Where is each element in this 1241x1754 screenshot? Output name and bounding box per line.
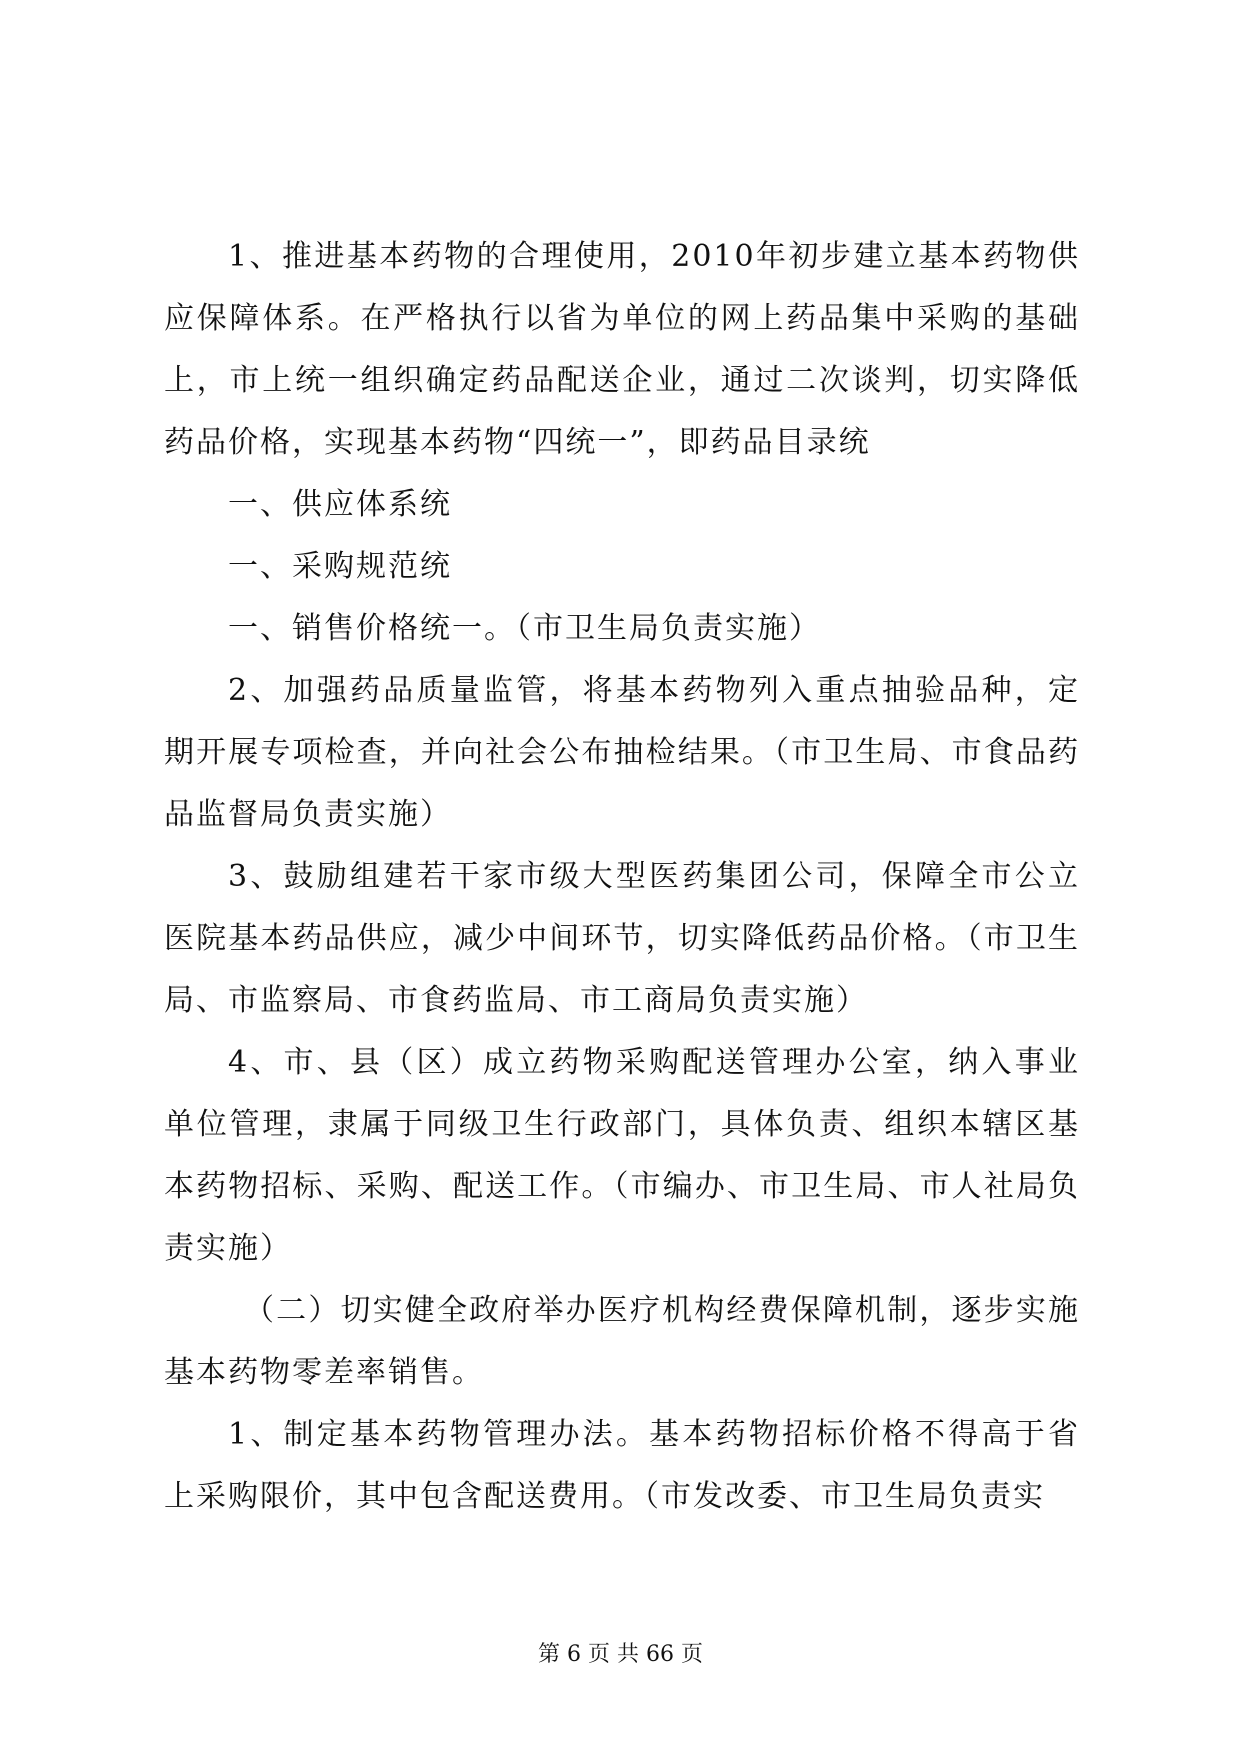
paragraph-sales-price: 一、销售价格统一。（市卫生局负责实施） <box>228 611 821 646</box>
page-footer: 第 6 页 共 66 页 <box>538 1642 703 1667</box>
paragraph-procurement: 一、采购规范统 <box>228 549 452 584</box>
paragraph-item-2: 2、加强药品质量监管，将基本药物列入重点抽验品种，定期开展专项检查，并向社会公布抽检结果。（市卫生局、市食品药品监督局负责实施） <box>164 673 1080 832</box>
paragraph-item-1b: 1、制定基本药物管理办法。基本药物招标价格不得高于省上采购限价，其中包含配送费用。（市发改委、市卫生局负责实 <box>164 1417 1080 1514</box>
paragraph-item-4: 4、市、县（区）成立药物采购配送管理办公室，纳入事业单位管理，隶属于同级卫生行政部门，具体负责、组织本辖区基本药物招标、采购、配送工作。（市编办、市卫生局、市人社局负责实施） <box>164 1045 1080 1266</box>
paragraph-item-1: 1、推进基本药物的合理使用，2010年初步建立基本药物供应保障体系。在严格执行以省为单位的网上药品集中采购的基础上，市上统一组织确定药品配送企业，通过二次谈判，切实降低药品价格，实现基本药物“四统一”，即药品目录统 <box>164 239 1080 460</box>
paragraph-supply-system: 一、供应体系统 <box>228 487 452 522</box>
paragraph-item-3: 3、鼓励组建若干家市级大型医药集团公司，保障全市公立医院基本药品供应，减少中间环节，切实降低药品价格。（市卫生局、市监察局、市食药监局、市工商局负责实施） <box>164 859 1080 1018</box>
document-body <box>164 226 1080 1528</box>
section-heading-2: （二）切实健全政府举办医疗机构经费保障机制，逐步实施基本药物零差率销售。 <box>164 1293 1080 1390</box>
